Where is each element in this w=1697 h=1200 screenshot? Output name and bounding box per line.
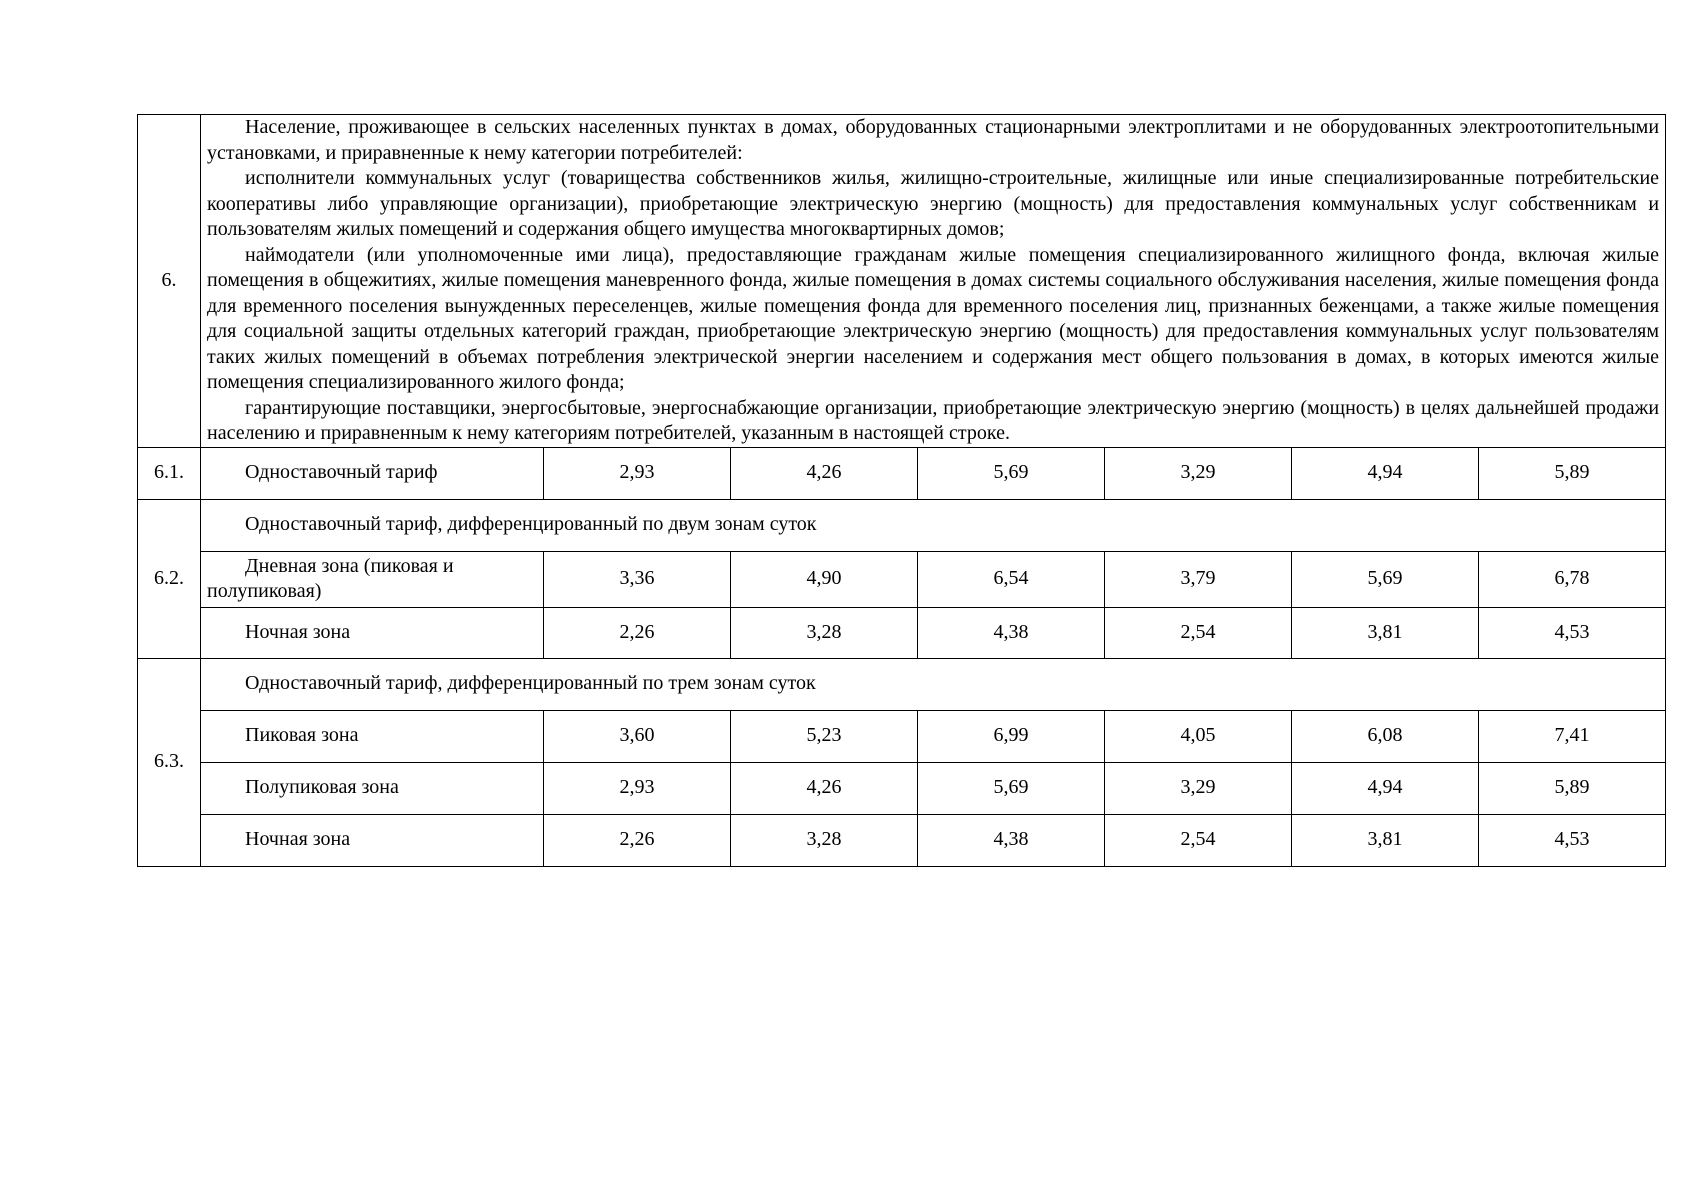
tariff-value: 3,29 [1105,447,1292,499]
tariff-value: 4,53 [1479,607,1666,658]
zone-label: Полупиковая зона [201,762,544,814]
zone-label: Ночная зона [201,814,544,866]
section-6-number: 6. [138,115,201,448]
tariff-value: 4,53 [1479,814,1666,866]
tariff-value: 6,78 [1479,551,1666,607]
table-row-6-2-night [138,607,1666,658]
tariff-value: 3,60 [544,710,731,762]
tariff-value: 3,36 [544,551,731,607]
description-paragraph: Население, проживающее в сельских населенных пунктах в домах, оборудованных стационарными электроплитами и не оборудованных электроотопительными установками, и приравненные к нему категории потребителей: [207,116,1660,164]
row-heading: Одноставочный тариф, дифференцированный по трем зонам суток [201,658,1666,710]
description-paragraph: исполнители коммунальных услуг (товарищества собственников жилья, жилищно-строительные, жилищные или иные специализированные потребительские кооперативы либо управляющие организации), приобретающие электрическую энергию (мощность) для предоставления коммунальных услуг собственникам и пользователям жилых помещений и содержания общего имущества многоквартирных домов; [207,167,1660,240]
tariff-value: 4,94 [1292,447,1479,499]
row-number: 6.2. [138,499,201,658]
tariff-value: 7,41 [1479,710,1666,762]
section-6-description [201,115,1666,448]
tariff-value: 2,26 [544,607,731,658]
tariff-value: 5,23 [731,710,918,762]
zone-label: Ночная зона [201,607,544,658]
table-row-6-3-night [138,814,1666,866]
tariff-value: 4,26 [731,762,918,814]
tariff-value: 2,26 [544,814,731,866]
row-number: 6.3. [138,658,201,866]
tariff-value: 2,54 [1105,607,1292,658]
table-row-6-2-heading [138,499,1666,551]
description-paragraph: гарантирующие поставщики, энергосбытовые, энергоснабжающие организации, приобретающие электрическую энергию (мощность) в целях дальнейшей продажи населению и приравненным к нему категориям потребителей, указанным в настоящей строке. [207,396,1660,444]
tariff-value: 5,89 [1479,447,1666,499]
tariff-value: 2,54 [1105,814,1292,866]
tariff-value: 3,28 [731,607,918,658]
tariff-value: 2,93 [544,762,731,814]
tariff-value: 3,81 [1292,814,1479,866]
tariff-value: 6,54 [918,551,1105,607]
tariff-value: 4,38 [918,814,1105,866]
tariff-value: 4,05 [1105,710,1292,762]
tariff-value: 4,94 [1292,762,1479,814]
tariff-value: 5,69 [918,762,1105,814]
tariff-value: 4,90 [731,551,918,607]
tariff-value: 2,93 [544,447,731,499]
row-number: 6.1. [138,447,201,499]
tariff-value: 3,79 [1105,551,1292,607]
tariff-value: 3,28 [731,814,918,866]
row-heading: Одноставочный тариф, дифференцированный по двум зонам суток [201,499,1666,551]
tariff-value: 5,89 [1479,762,1666,814]
table-row-6-3-peak [138,710,1666,762]
table-row-6-2-day [138,551,1666,607]
tariff-value: 5,69 [918,447,1105,499]
tariff-value: 4,38 [918,607,1105,658]
tariff-value: 6,08 [1292,710,1479,762]
table-row-6-3-heading [138,658,1666,710]
tariff-value: 3,81 [1292,607,1479,658]
description-paragraph: наймодатели (или уполномоченные ими лица), предоставляющие гражданам жилые помещения специализированного жилищного фонда, включая жилые помещения в общежитиях, жилые помещения маневренного фонда, жилые помещения в домах системы социального обслуживания населения, жилые помещения фонда для временного поселения вынужденных переселенцев, жилые помещения фонда для временного поселения лиц, признанных беженцами, а также жилые помещения для социальной защиты отдельных категорий граждан, приобретающие электрическую энергию (мощность) для предоставления коммунальных услуг пользователям таких жилых помещений в объемах потребления электрической энергии населением и содержания мест общего пользования в домах, в которых имеются жилые помещения специализированного жилого фонда; [207,243,1660,393]
tariff-table [137,114,1666,867]
tariff-value: 5,69 [1292,551,1479,607]
tariff-value: 4,26 [731,447,918,499]
zone-label: Дневная зона (пиковая и полупиковая) [201,551,544,607]
tariff-value: 3,29 [1105,762,1292,814]
table-row-6-1 [138,447,1666,499]
tariff-value: 6,99 [918,710,1105,762]
zone-label: Пиковая зона [201,710,544,762]
row-label: Одноставочный тариф [201,447,544,499]
section-6-row [138,115,1666,448]
table-row-6-3-semipeak [138,762,1666,814]
